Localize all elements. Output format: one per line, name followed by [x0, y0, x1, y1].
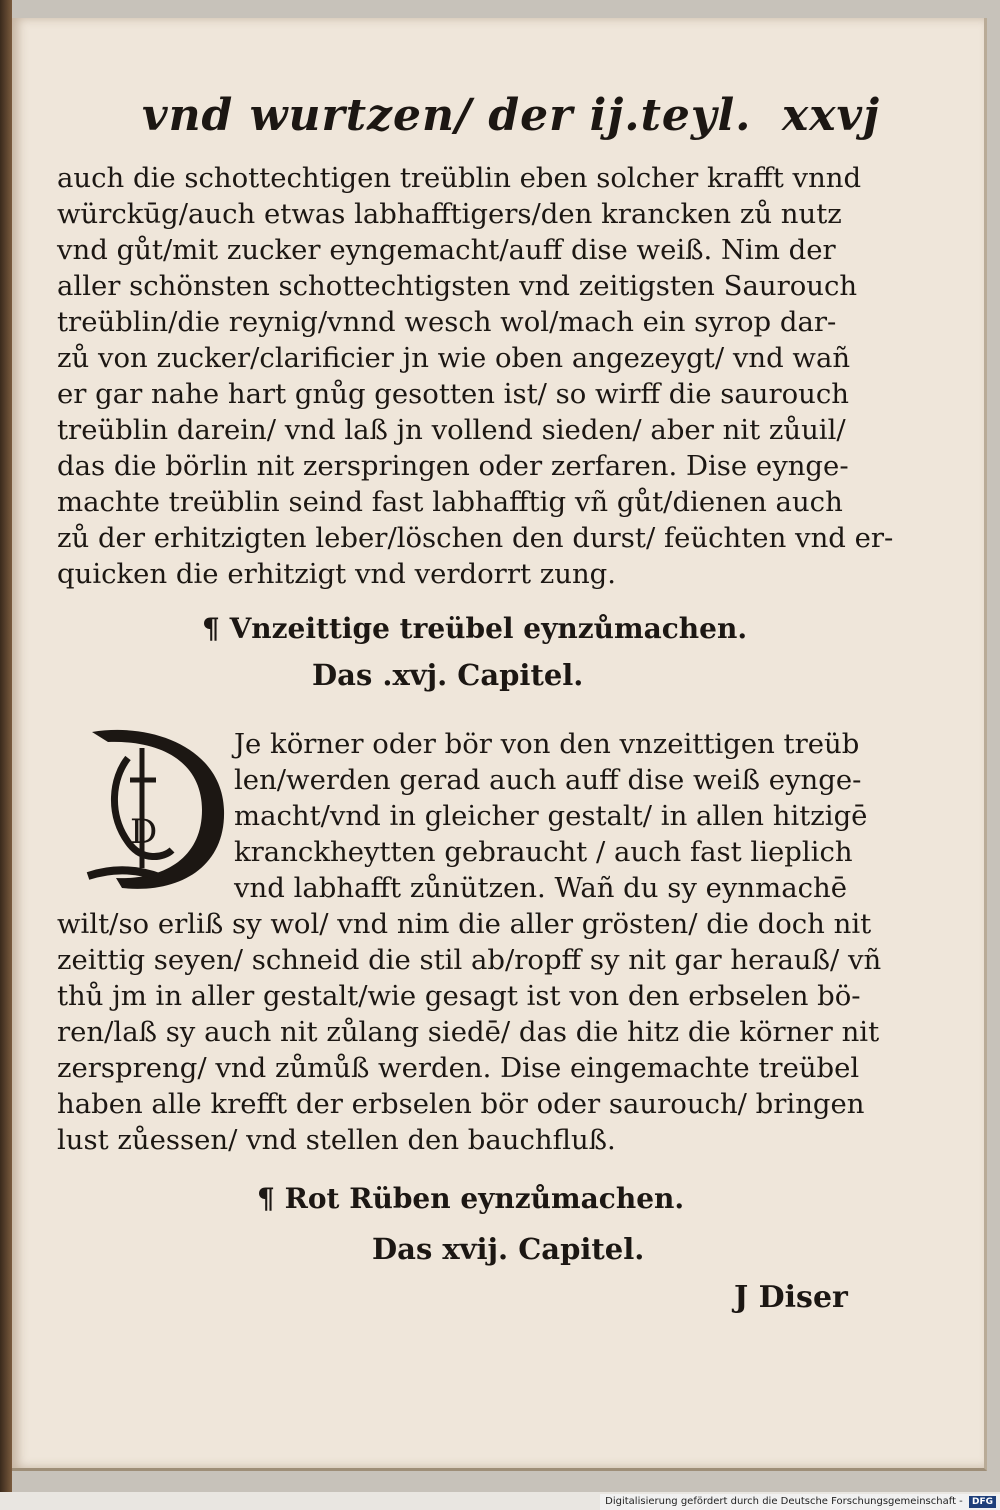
- text-line: das die börlin nit zerspringen oder zerfaren. Dise eynge-: [57, 450, 849, 482]
- folio-number: xxvj: [782, 90, 880, 141]
- dfg-logo-icon: DFG: [969, 1496, 996, 1508]
- text-line: vnd labhafft zůnützen. Wañ du sy eynmachē: [234, 872, 848, 904]
- section-heading: [202, 612, 747, 645]
- running-header: [142, 90, 880, 150]
- text-line: len/werden gerad auch auff dise weiß eynge-: [234, 764, 862, 796]
- text-line: würckūg/auch etwas labhafftigers/den krancken zů nutz: [57, 198, 842, 230]
- text-line: er gar nahe hart gnůg gesotten ist/ so wirff die saurouch: [57, 378, 849, 410]
- pilcrow-icon: ¶: [257, 1182, 275, 1215]
- text-line: zů der erhitzigten leber/löschen den durst/ feüchten vnd er-: [57, 522, 894, 554]
- text-line: zeittig seyen/ schneid die stil ab/ropff sy nit gar herauß/ vñ: [57, 944, 882, 976]
- text-line: treüblin/die reynig/vnnd wesch wol/mach ein syrop dar-: [57, 306, 837, 338]
- book-spine-edge: [0, 0, 12, 1492]
- text-line: lust zůessen/ vnd stellen den bauchfluß.: [57, 1124, 616, 1156]
- decorated-initial-d-icon: [82, 718, 232, 898]
- footer-text: Digitalisierung gefördert durch die Deutsche Forschungsgemeinschaft -: [605, 1496, 963, 1507]
- section-heading-text: Vnzeittige treübel eynzůmachen.: [229, 612, 748, 645]
- text-line: kranckheytten gebraucht / auch fast lieplich: [234, 836, 853, 868]
- text-line: aller schönsten schottechtigsten vnd zeitigsten Saurouch: [57, 270, 858, 302]
- text-line: zerspreng/ vnd zůmůß werden. Dise eingemachte treübel: [57, 1052, 860, 1084]
- text-line: treüblin darein/ vnd laß jn vollend sieden/ aber nit zůuil/: [57, 414, 846, 446]
- text-line: auch die schottechtigen treüblin eben solcher krafft vnnd: [57, 162, 862, 194]
- svg-text:D: D: [130, 812, 158, 852]
- pilcrow-icon: ¶: [202, 612, 220, 645]
- text-line: ren/laß sy auch nit zůlang siedē/ das die hitz die körner nit: [57, 1016, 880, 1048]
- text-line: Je körner oder bör von den vnzeittigen treüb: [234, 728, 860, 760]
- text-line: thů jm in aller gestalt/wie gesagt ist von den erbselen bö-: [57, 980, 861, 1012]
- text-line: macht/vnd in gleicher gestalt/ in allen hitzigē: [234, 800, 868, 832]
- text-line: machte treüblin seind fast labhafftig vñ gůt/dienen auch: [57, 486, 843, 518]
- digitization-footer: [600, 1494, 1000, 1510]
- book-page: [12, 18, 987, 1471]
- running-title: vnd wurtzen/ der ij.teyl.: [142, 90, 752, 141]
- text-line: quicken die erhitzigt vnd verdorrt zung.: [57, 558, 617, 590]
- chapter-title: Das .xvj. Capitel.: [312, 658, 584, 692]
- section-heading-text: Rot Rüben eynzůmachen.: [284, 1182, 685, 1215]
- text-line: zů von zucker/clarificier jn wie oben angezeygt/ vnd wañ: [57, 342, 851, 374]
- section-heading: [257, 1182, 684, 1215]
- text-line: vnd gůt/mit zucker eyngemacht/auff dise weiß. Nim der: [57, 234, 836, 266]
- text-line: wilt/so erliß sy wol/ vnd nim die aller grösten/ die doch nit: [57, 908, 872, 940]
- chapter-title: Das xvij. Capitel.: [372, 1232, 645, 1266]
- page-text: [12, 18, 984, 1468]
- catchword: J Diser: [734, 1280, 848, 1315]
- text-line: haben alle krefft der erbselen bör oder saurouch/ bringen: [57, 1088, 865, 1120]
